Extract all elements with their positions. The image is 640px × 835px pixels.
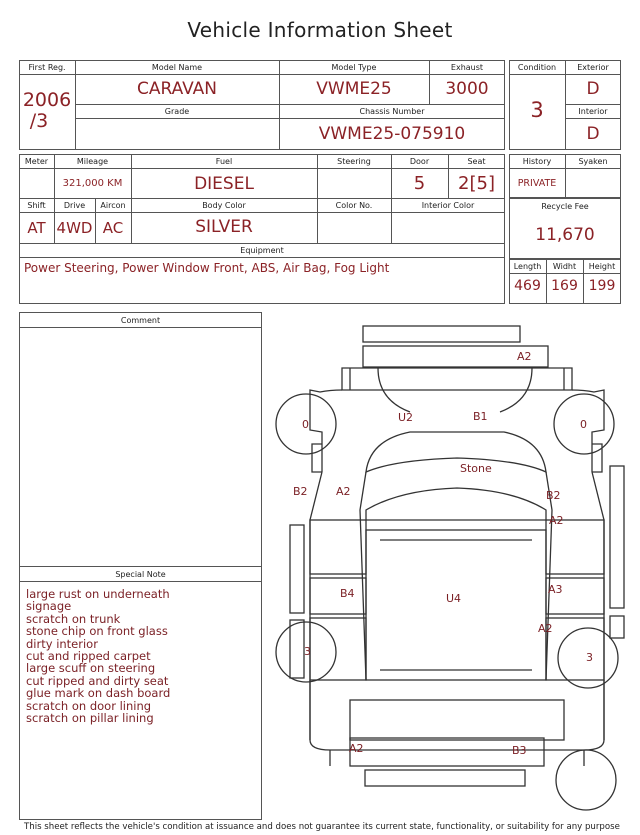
body-color-header: Body Color <box>202 201 246 210</box>
label-windshield: Stone <box>460 462 492 475</box>
right-rear-sill <box>610 616 624 638</box>
mileage-value: 321,000 KM <box>62 178 123 189</box>
front-bumper-top <box>363 326 520 342</box>
meter-header: Meter <box>24 157 49 166</box>
body-front-outline <box>342 368 572 390</box>
label-left-front-fender: B2 <box>293 485 308 498</box>
grade-header: Grade <box>164 107 190 116</box>
rear-gate <box>350 700 564 740</box>
drive-header: Drive <box>63 201 86 210</box>
label-right-front-fender: B2 <box>546 489 561 502</box>
disclaimer-footer: This sheet reflects the vehicle's condition at issuance and does not guarantee its current state, functionality, or suitability for any purpose <box>24 822 620 832</box>
label-rear-bumper-left: A2 <box>349 742 364 755</box>
label-right-rear: A2 <box>538 622 553 635</box>
label-wheel-front-left: 0 <box>302 418 309 431</box>
special-note-item: signage <box>26 599 72 614</box>
model-type-header: Model Type <box>331 63 377 72</box>
recycle-fee-header: Recycle Fee <box>541 202 589 211</box>
door-header: Door <box>409 157 430 166</box>
history-header: History <box>522 157 552 166</box>
color-no-header: Color No. <box>335 201 373 210</box>
chassis-number-header: Chassis Number <box>359 107 425 116</box>
interior-header: Interior <box>578 107 608 116</box>
label-rear-bumper-right: B3 <box>512 744 527 757</box>
model-type-value: VWME25 <box>316 79 392 99</box>
seat-value: 2[5] <box>458 173 495 194</box>
fuel-value: DIESEL <box>194 174 254 194</box>
shift-header: Shift <box>27 201 46 210</box>
height-value: 199 <box>588 278 616 294</box>
width-header: Widht <box>552 262 577 271</box>
left-mirror <box>312 444 322 472</box>
rear-step <box>365 770 525 786</box>
mileage-header: Mileage <box>76 157 109 166</box>
spare-wheel <box>556 750 616 810</box>
comment-header: Comment <box>120 316 161 325</box>
label-wheel-rear-left: 3 <box>304 645 311 658</box>
special-note-item: stone chip on front glass <box>26 624 168 639</box>
label-left-side: B4 <box>340 587 355 600</box>
special-note-list <box>26 588 170 724</box>
label-left-front-fender-2: A2 <box>336 485 351 498</box>
special-note-item: large rust on underneath <box>26 587 170 601</box>
label-right-side: A3 <box>548 583 563 596</box>
shift-value: AT <box>27 219 46 237</box>
length-header: Length <box>513 262 542 271</box>
roof-panel <box>366 488 546 520</box>
left-door-front <box>310 520 366 574</box>
special-note-item: cut and ripped carpet <box>26 649 151 664</box>
label-wheel-front-right: 0 <box>580 418 587 431</box>
length-value: 469 <box>514 278 541 294</box>
equipment-header: Equipment <box>240 246 284 255</box>
seat-header: Seat <box>467 157 486 166</box>
special-note-item: dirty interior <box>26 636 98 651</box>
left-door-rear <box>310 618 366 680</box>
roof-center <box>366 530 546 680</box>
special-note-item: scratch on trunk <box>26 611 121 626</box>
height-header: Height <box>588 262 616 271</box>
first-reg-month: /3 <box>29 110 49 132</box>
windshield <box>366 432 546 472</box>
special-note-header: Special Note <box>115 570 166 579</box>
label-roof-left: U2 <box>398 411 414 424</box>
special-note-item: large scuff on steering <box>26 661 156 676</box>
right-door-front <box>546 520 604 574</box>
label-wheel-rear-right: 3 <box>586 651 593 664</box>
special-note-item: scratch on pillar lining <box>26 711 154 726</box>
steering-header: Steering <box>337 157 371 166</box>
condition-header: Condition <box>517 63 557 72</box>
interior-color-header: Interior Color <box>421 201 475 210</box>
special-note-item: glue mark on dash board <box>26 686 171 701</box>
label-roof-right: B1 <box>473 410 488 423</box>
chassis-number-value: VWME25-075910 <box>318 124 466 144</box>
left-sill <box>290 525 304 613</box>
special-note-item: scratch on door lining <box>26 698 152 713</box>
first-reg-header: First Reg. <box>28 63 66 72</box>
exterior-header: Exterior <box>577 63 609 72</box>
fuel-header: Fuel <box>215 157 233 166</box>
first-reg-year: 2006 <box>22 89 72 111</box>
right-door-rear <box>546 618 604 680</box>
aircon-header: Aircon <box>100 201 126 210</box>
page-title: Vehicle Information Sheet <box>187 18 453 42</box>
model-name-header: Model Name <box>151 63 203 72</box>
condition-value: 3 <box>530 98 544 122</box>
special-note-item: cut ripped and dirty seat <box>26 673 169 688</box>
recycle-fee-value: 11,670 <box>535 225 595 245</box>
drive-value: 4WD <box>56 219 93 237</box>
aircon-value: AC <box>102 219 124 237</box>
left-rear-sill <box>290 620 304 678</box>
exhaust-header: Exhaust <box>450 63 484 72</box>
left-door-mid <box>310 578 366 614</box>
equipment-value: Power Steering, Power Window Front, ABS, Air Bag, Fog Light <box>24 261 390 275</box>
body-color-value: SILVER <box>195 217 253 237</box>
width-value: 169 <box>551 278 578 294</box>
label-right-front-fender-2: A2 <box>549 514 564 527</box>
label-floor: U4 <box>446 592 462 605</box>
vehicle-damage-diagram <box>270 320 630 820</box>
model-name-value: CARAVAN <box>136 79 218 99</box>
interior-value: D <box>586 124 600 144</box>
right-sill <box>610 466 624 608</box>
exterior-value: D <box>586 79 600 99</box>
label-front-bumper: A2 <box>517 350 532 363</box>
syaken-header: Syaken <box>578 157 608 166</box>
door-value: 5 <box>413 173 426 194</box>
history-value: PRIVATE <box>517 178 557 189</box>
right-mirror <box>592 444 602 472</box>
exhaust-value: 3000 <box>445 79 489 99</box>
